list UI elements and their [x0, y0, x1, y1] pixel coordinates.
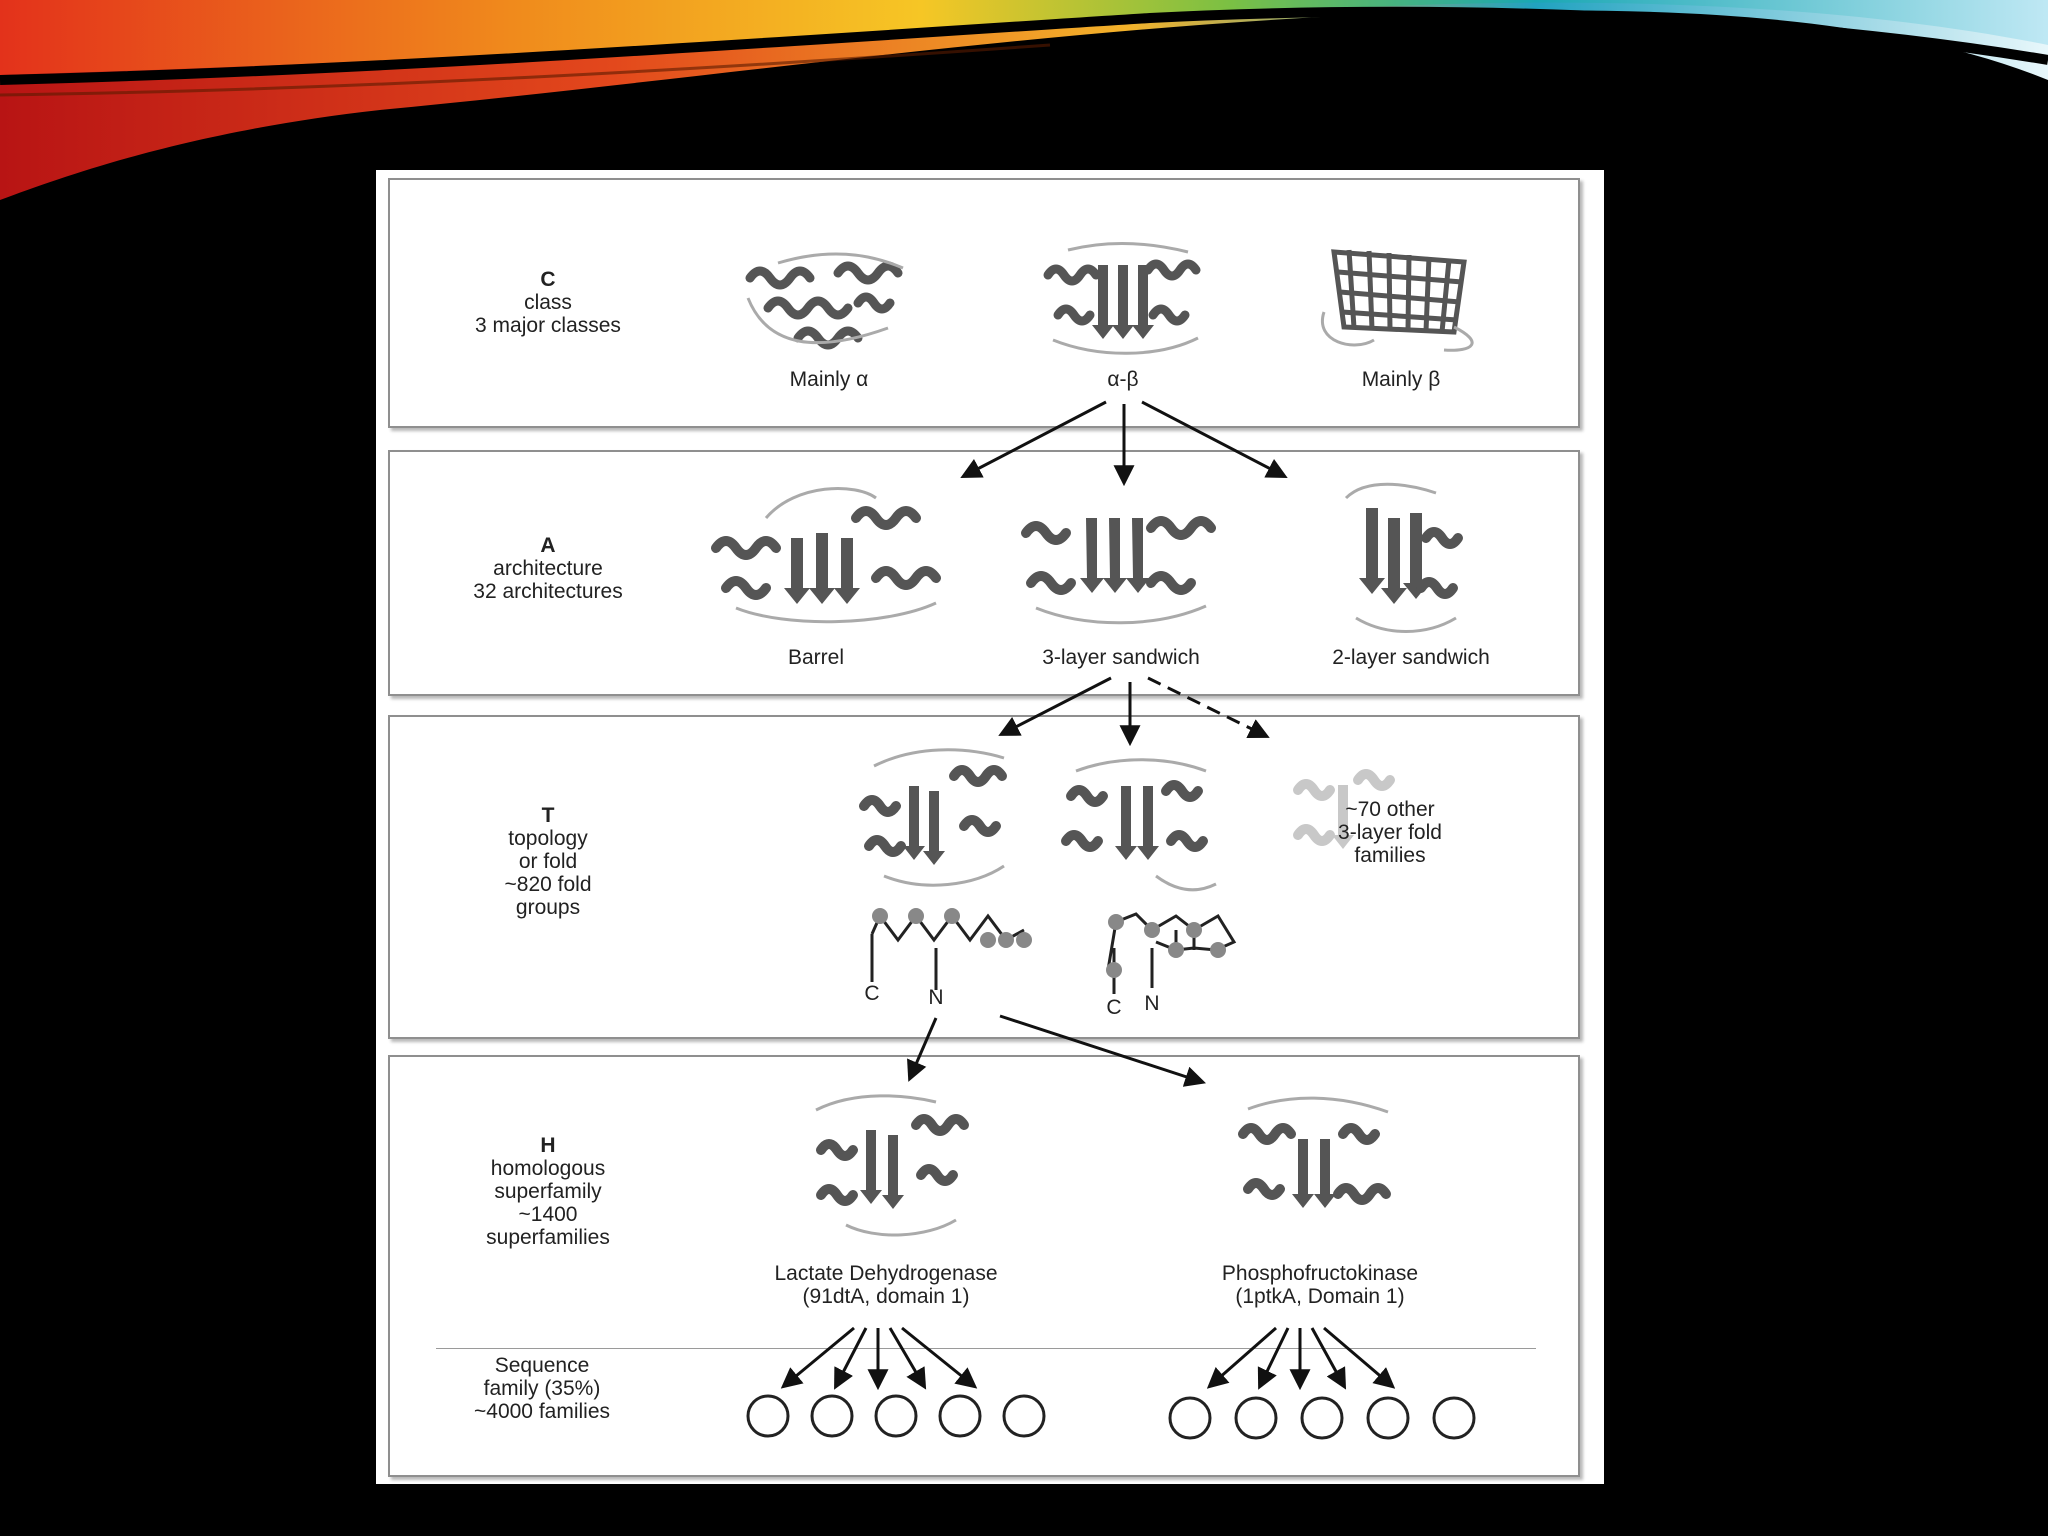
homologous-line-2: superfamily: [494, 1180, 602, 1203]
topology-other-line-2: 3-layer fold: [1338, 821, 1442, 844]
topology-other-line-3: families: [1354, 844, 1426, 867]
three-layer-sandwich-structure-image: [1016, 488, 1216, 628]
cath-hierarchy-figure: [376, 170, 1604, 1484]
homologous-level-label: [438, 1134, 658, 1249]
right-c-terminus-label: C: [1106, 996, 1122, 1019]
homologous-code: H: [540, 1134, 556, 1157]
alpha-beta-label: α-β: [1107, 368, 1139, 391]
sequence-line-2: family (35%): [483, 1377, 601, 1400]
barrel-label: Barrel: [787, 646, 845, 669]
topology-line-4: groups: [515, 896, 581, 919]
alpha-beta-structure-image: [1038, 240, 1210, 358]
three-layer-sandwich-label: 3-layer sandwich: [1042, 646, 1200, 669]
left-n-terminus-label: N: [928, 986, 944, 1009]
sequence-level-label: [432, 1354, 652, 1423]
lactate-dehydrogenase-name: Lactate Dehydrogenase: [774, 1262, 998, 1285]
topology-structure-left-image: [854, 746, 1024, 892]
phosphofructokinase-name: Phosphofructokinase: [1221, 1262, 1419, 1285]
topology-structure-right-image: [1056, 756, 1226, 896]
mainly-alpha-structure-image: [738, 248, 910, 358]
topology-other-line-1: ~70 other: [1345, 798, 1435, 821]
architecture-level-label: [438, 534, 658, 603]
class-code: C: [540, 268, 556, 291]
mainly-beta-structure-image: [1314, 232, 1486, 356]
phosphofructokinase-id: (1ptkA, Domain 1): [1235, 1285, 1405, 1308]
homologous-line-3: ~1400: [518, 1203, 578, 1226]
mainly-beta-label: Mainly β: [1361, 368, 1441, 391]
left-c-terminus-label: C: [864, 982, 880, 1005]
class-level-label: [438, 268, 658, 337]
topology-other-families-caption: [1320, 798, 1460, 867]
topology-code: T: [541, 804, 555, 827]
homologous-line-4: superfamilies: [486, 1226, 610, 1249]
mainly-alpha-label: Mainly α: [789, 368, 869, 391]
sequence-divider-line: [436, 1348, 1536, 1349]
architecture-line-2: 32 architectures: [473, 580, 623, 603]
class-line-1: class: [524, 291, 572, 314]
topology-line-1: topology: [508, 827, 588, 850]
two-layer-sandwich-structure-image: [1326, 478, 1476, 638]
two-layer-sandwich-label: 2-layer sandwich: [1332, 646, 1490, 669]
sequence-line-3: ~4000 families: [474, 1400, 610, 1423]
topology-level-label: [438, 804, 658, 919]
lactate-dehydrogenase-structure-image: [806, 1090, 986, 1240]
homologous-line-1: homologous: [490, 1157, 606, 1180]
sequence-line-1: Sequence: [494, 1354, 590, 1377]
phosphofructokinase-caption: [1160, 1262, 1480, 1308]
barrel-structure-image: [706, 478, 956, 628]
topology-line-3: ~820 fold: [504, 873, 592, 896]
architecture-code: A: [540, 534, 556, 557]
architecture-line-1: architecture: [493, 557, 603, 580]
right-n-terminus-label: N: [1144, 992, 1160, 1015]
lactate-dehydrogenase-id: (91dtA, domain 1): [802, 1285, 970, 1308]
topology-line-2: or fold: [518, 850, 578, 873]
class-line-2: 3 major classes: [475, 314, 621, 337]
phosphofructokinase-structure-image: [1228, 1094, 1408, 1244]
lactate-dehydrogenase-caption: [716, 1262, 1056, 1308]
